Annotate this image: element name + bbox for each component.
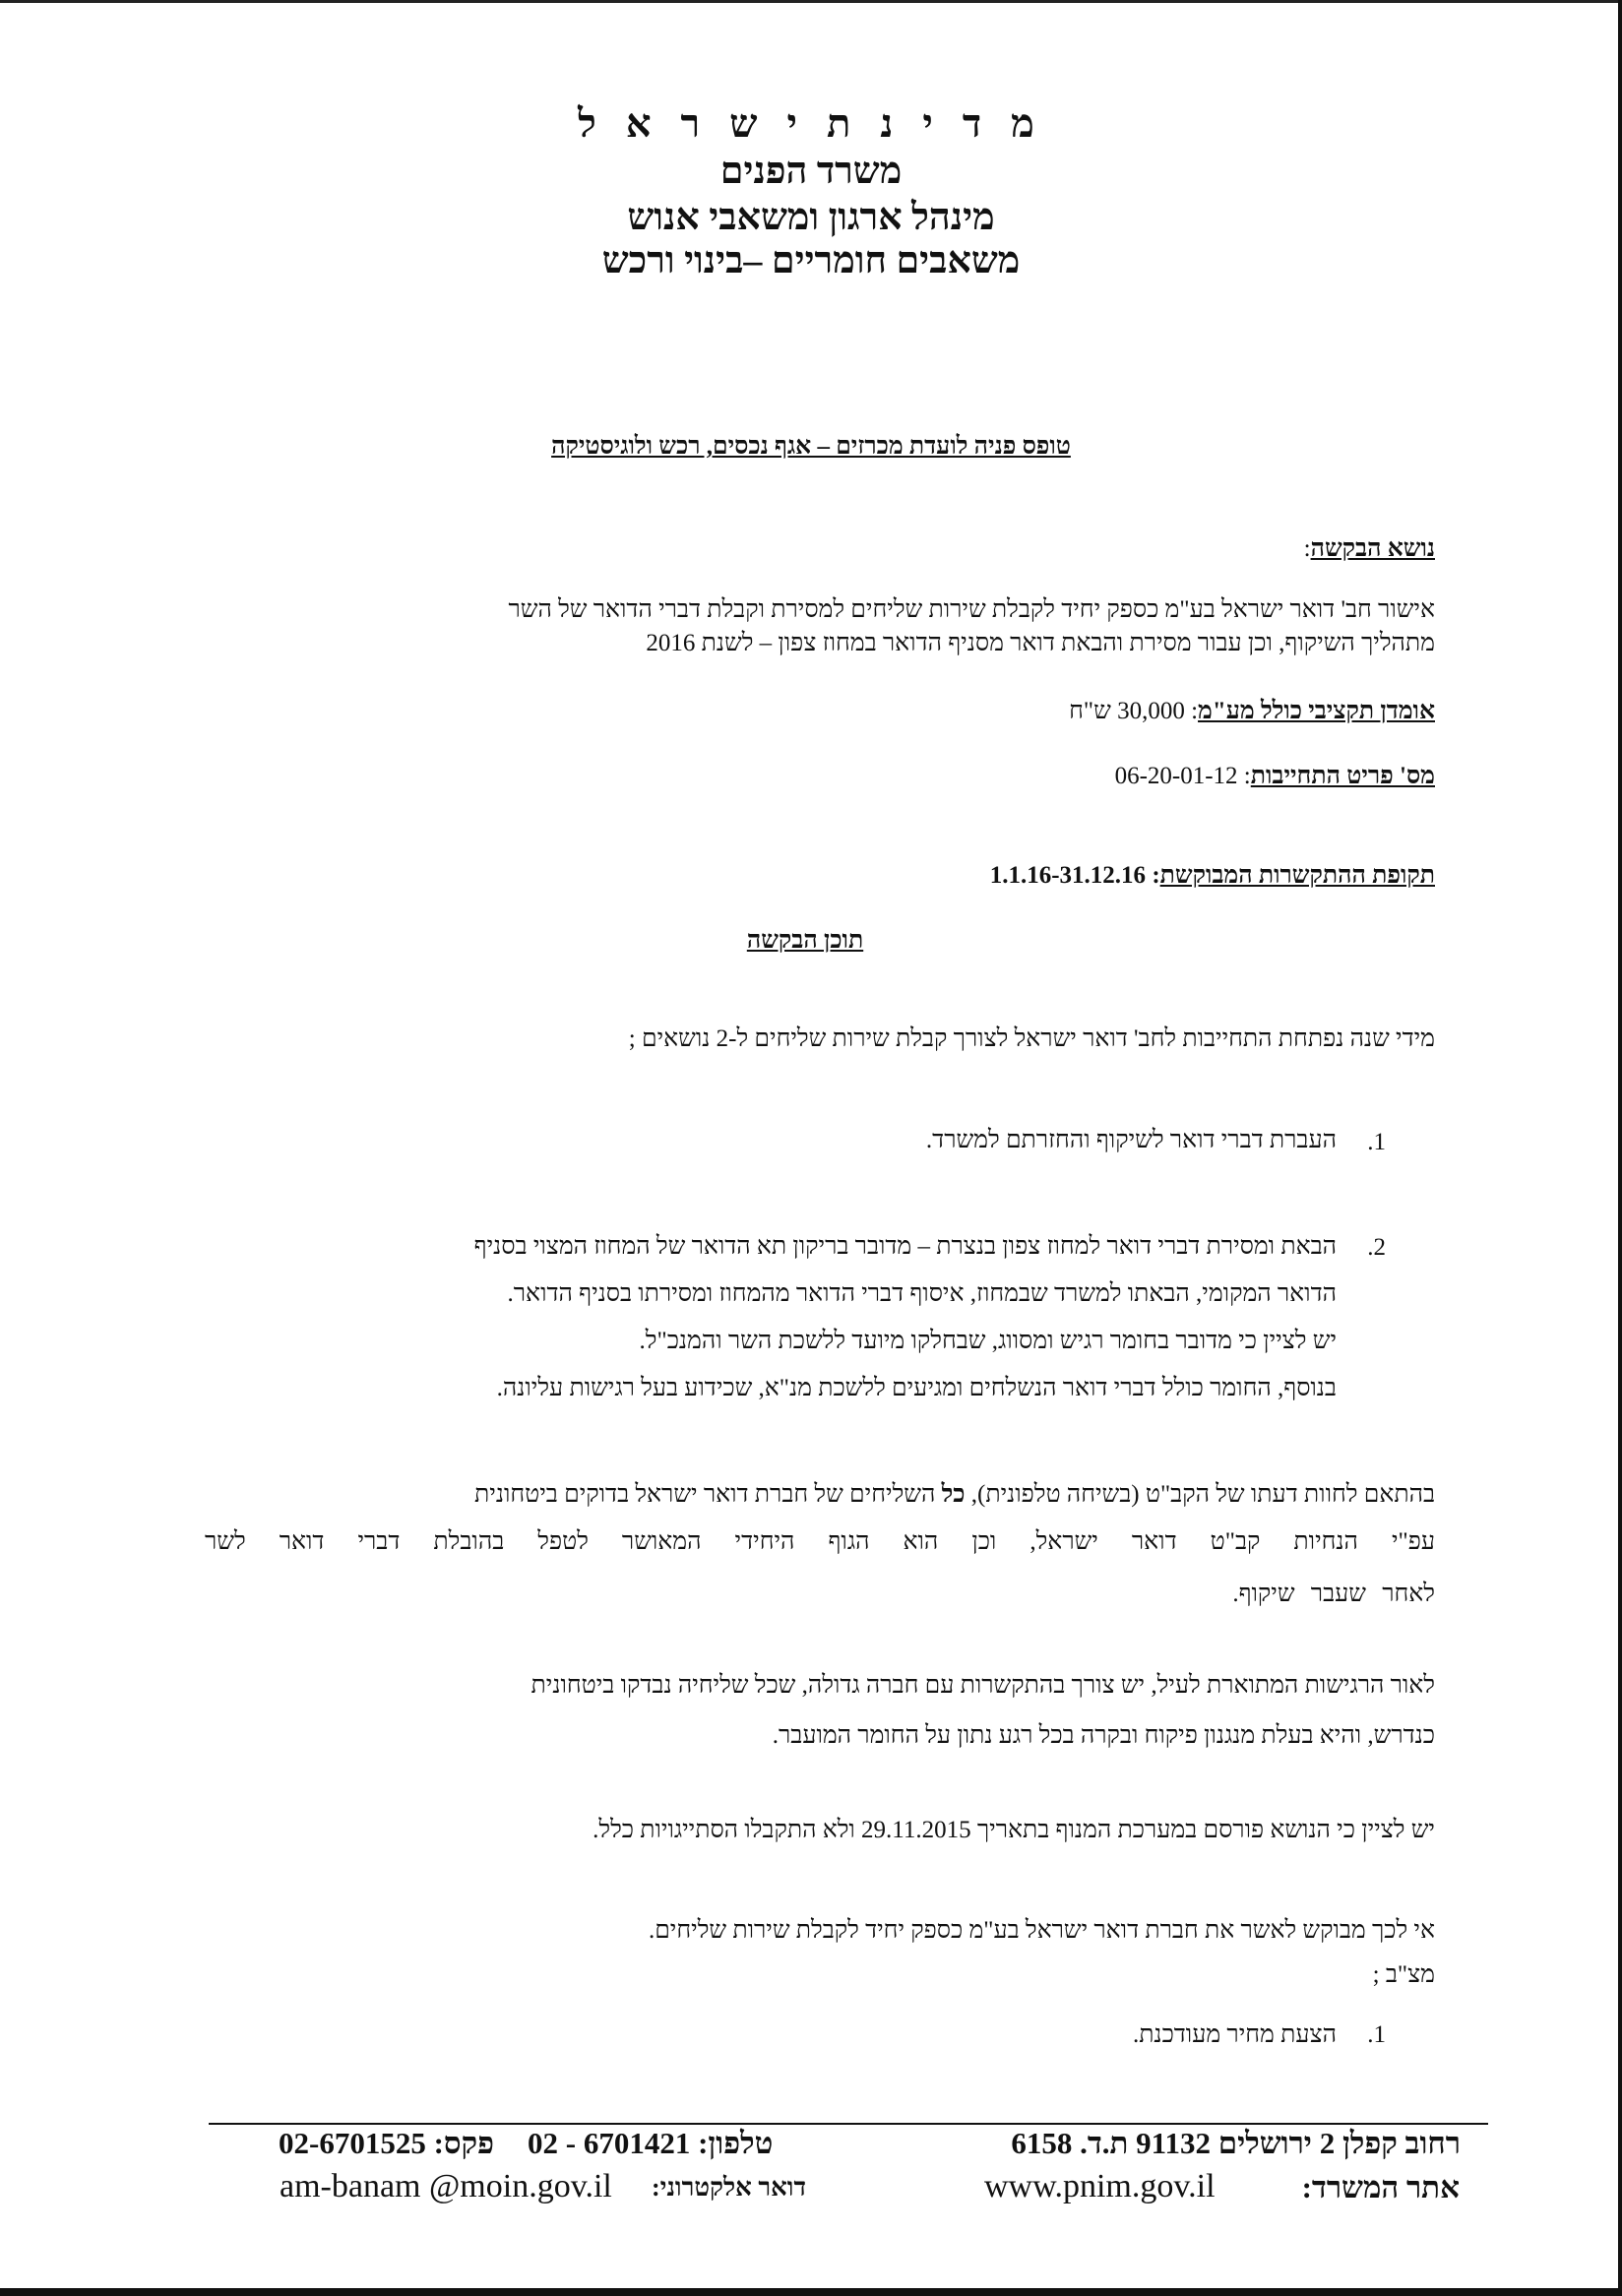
attached-item-text: הצעת מחיר מעודכנת. [1132,2021,1337,2048]
header-department: משאבים חומריים –בינוי ורכש [601,240,1021,281]
form-title: טופס פניה לועדת מכרזים – אגף נכסים, רכש ולוגיסטיקה [551,433,1071,460]
subject-line-1: אישור חב' דואר ישראל בע"מ כספק יחיד לקבלת שירות שליחים למסירת וקבלת דברי הדואר של השר [508,596,1435,623]
footer-phone-label: טלפון: [698,2126,774,2160]
header-ministry: משרד הפנים [719,151,903,192]
period-value: : 1.1.16-31.12.16 [989,862,1160,889]
header-administration: מינהל ארגון ומשאבי אנוש [627,197,995,238]
period-row [990,862,1435,890]
para2-line-1: לאור הרגישות המתוארת לעיל, יש צורך בהתקשרות עם חברה גדולה, שכל שליחיה נבדקו ביטחונית [530,1672,1435,1699]
commitment-row [1115,763,1435,790]
para3: יש לציין כי הנושא פורסם במערכת המנוף בתאריך 29.11.2015 ולא התקבלו הסתייגויות כלל. [593,1817,1435,1843]
list-item-2-line-4: בנוסף, החומר כולל דברי דואר הנשלחים ומגיעים ללשכת מנ"א, שכידוע בעל רגישות עליונה. [496,1375,1337,1401]
list-item-1-number: 1. [1367,1129,1386,1155]
footer-email-label: דואר אלקטרוני: [652,2173,806,2202]
subject-label: נושא הבקשה [1310,535,1435,562]
page-right-edge [1618,0,1622,2296]
budget-label: אומדן תקציבי כולל מע"מ [1198,698,1435,724]
footer-fax-group [279,2126,494,2161]
footer-fax-label: פקס: [433,2126,494,2160]
footer-address: רחוב קפלן 2 ירושלים 91132 ת.ד. 6158 [1011,2126,1461,2160]
footer-phone-group [528,2126,773,2161]
list-item-2-text [474,1223,1337,1412]
intro-text: מידי שנה נפתחת התחייבות לחב' דואר ישראל לצורך קבלת שירות שליחים ל-2 נושאים ; [628,1025,1435,1052]
para1-line-2: עפ"י הנחיות קב"ט דואר ישראל, וכן הוא הגוף היחידי המאושר לטפל בהובלת דברי דואר לשר [205,1528,1435,1555]
attached-label: מצ"ב ; [1372,1961,1435,1988]
list-item-2-number: 2. [1367,1234,1386,1261]
subject-colon: : [1303,535,1311,562]
footer-site-link[interactable]: www.pnim.gov.il [984,2168,1216,2204]
commitment-label: מס' פריט התחייבות [1250,763,1435,789]
content-heading: תוכן הבקשה [746,927,864,954]
list-item-2-line-2: הדואר המקומי, הבאתו למשרד שבמחוז, איסוף דברי הדואר מהמחוז ומסירתו בסניף הדואר. [507,1280,1337,1307]
footer-divider [209,2123,1488,2125]
footer-email-link[interactable]: am-banam @moin.gov.il [280,2168,612,2204]
period-label: תקופת ההתקשרות המבוקשת [1159,862,1435,889]
subject-line-2: מתהליך השיקוף, וכן עבור מסירת והבאת דואר מסניף הדואר במחוז צפון – לשנת 2016 [646,630,1435,656]
para1-line-1-end: השליחים של חברת דואר ישראל בדוקים ביטחונית [474,1481,936,1508]
page-top-edge [0,0,1622,3]
list-item-2-line-1: הבאת ומסירת דברי דואר למחוז צפון בנצרת – מדובר בריקון תא הדואר של המחוז המצוי בסניף [473,1233,1337,1260]
footer-fax: 02-6701525 [279,2126,426,2160]
para4: אי לכך מבוקש לאשר את חברת דואר ישראל בע"מ כספק יחיד לקבלת שירות שליחים. [648,1917,1435,1944]
para2-line-2: כנדרש, והיא בעלת מנגנון פיקוח ובקרה בכל רגע נתון על החומר המועבר. [772,1722,1435,1749]
page-bottom-edge [0,2288,1622,2296]
commitment-value: : 06-20-01-12 [1114,763,1251,789]
budget-row [1069,698,1435,725]
footer-phone: 02 - 6701421 [528,2126,691,2160]
list-item-1-text: העברת דברי דואר לשיקוף והחזרתם למשרד. [925,1127,1337,1153]
para1-line-3: לאחר שעבר שיקוף. [1232,1581,1435,1607]
subject-label-row [1304,535,1435,563]
header-state-name: מ ד י נ ת י ש ר א ל [578,101,1044,146]
para1-line-1 [474,1481,1435,1509]
list-item-2-line-3: יש לציין כי מדובר בחומר רגיש ומסווג, שבחלקו מיועד ללשכת השר והמנכ"ל. [639,1328,1337,1354]
para1-line-1-start: בהתאם לחוות דעתו של הקב"ט (בשיחה טלפונית), [970,1481,1435,1508]
attached-item-number: 1. [1367,2021,1386,2048]
footer-site-label: אתר המשרד: [1301,2170,1460,2204]
para1-emphasis: כל [941,1481,966,1508]
budget-value: : 30,000 ש"ח [1069,698,1199,724]
